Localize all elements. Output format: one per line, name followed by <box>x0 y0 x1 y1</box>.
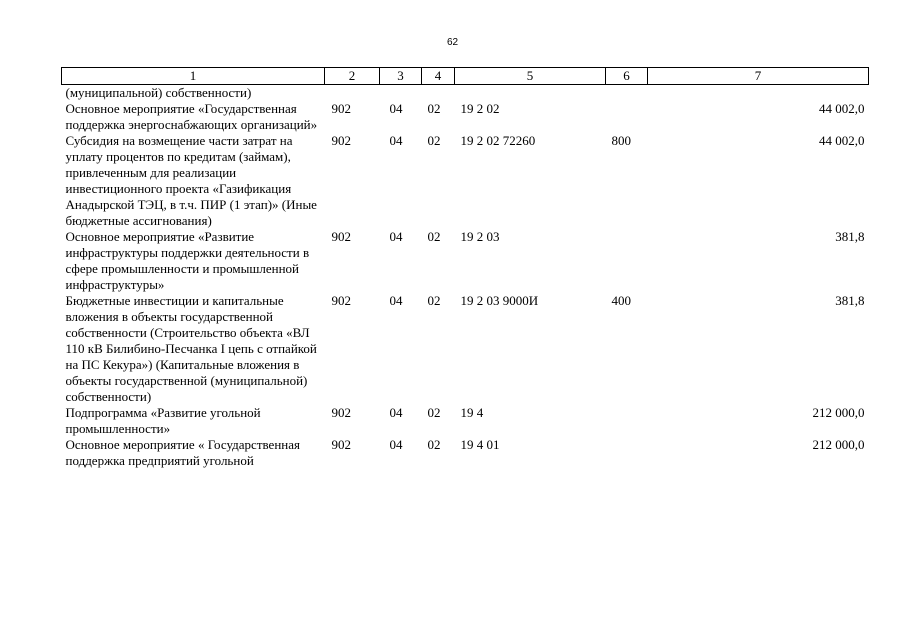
table-row <box>62 405 869 437</box>
row-target-code: 19 4 <box>460 405 484 420</box>
row-expense-type <box>606 405 648 437</box>
row-name: Основное мероприятие « Государственная поддержка предприятий угольной <box>65 437 300 468</box>
row-amount <box>648 85 869 102</box>
row-target-code <box>455 85 606 102</box>
table-header-row <box>62 68 869 85</box>
row-expense-type <box>606 101 648 133</box>
row-subsection <box>422 85 455 102</box>
row-admin-code <box>325 85 380 102</box>
column-header-7: 7 <box>648 68 869 85</box>
row-expense-type <box>606 437 648 469</box>
row-target-code: 19 2 02 <box>460 101 500 116</box>
column-header-5: 5 <box>455 68 606 85</box>
row-section <box>380 85 422 102</box>
row-amount: 212 000,0 <box>812 405 865 420</box>
row-target-code: 19 4 01 <box>460 437 500 452</box>
row-admin-code: 902 <box>331 405 351 420</box>
row-name: Бюджетные инвестиции и капитальные вложения в объекты государственной собственности (Строительство объекта «ВЛ 110 кВ Билибино-Песчанка I цепь с отпайкой на ПС Кекура») (Капитальные вложения в объекты государственной (муниципальной) собственности) <box>65 293 317 404</box>
table-row <box>62 437 869 469</box>
row-amount: 381,8 <box>835 229 865 244</box>
row-admin-code: 902 <box>331 101 351 116</box>
column-header-3: 3 <box>380 68 422 85</box>
row-amount: 44 002,0 <box>819 133 865 148</box>
table-row <box>62 133 869 229</box>
row-admin-code: 902 <box>331 229 351 244</box>
row-name: Основное мероприятие «Развитие инфраструктуры поддержки деятельности в сфере промышленности и промышленной инфраструктуры» <box>65 229 310 292</box>
row-admin-code: 902 <box>331 437 351 452</box>
row-expense-type: 800 <box>611 133 631 148</box>
row-amount: 381,8 <box>835 293 865 308</box>
row-admin-code: 902 <box>331 293 351 308</box>
row-name: Субсидия на возмещение части затрат на уплату процентов по кредитам (займам), привлеченным для реализации инвестиционного проекта «Газификация Анадырской ТЭЦ, в т.ч. ПИР (1 этап)» (Иные бюджетные ассигнования) <box>65 133 317 228</box>
row-section: 04 <box>389 229 403 244</box>
column-header-2: 2 <box>325 68 380 85</box>
column-header-6: 6 <box>606 68 648 85</box>
page-number: 62 <box>446 37 459 48</box>
table-row <box>62 229 869 293</box>
row-section: 04 <box>389 293 403 308</box>
row-subsection: 02 <box>427 405 441 420</box>
row-section: 04 <box>389 437 403 452</box>
budget-table <box>61 67 869 469</box>
column-header-1: 1 <box>62 68 325 85</box>
row-subsection: 02 <box>427 133 441 148</box>
row-expense-type <box>606 85 648 102</box>
row-target-code: 19 2 03 9000И <box>460 293 539 308</box>
row-expense-type: 400 <box>611 293 631 308</box>
row-name: (муниципальной) собственности) <box>65 85 252 100</box>
row-name: Основное мероприятие «Государственная поддержка энергоснабжающих организаций» <box>65 101 318 132</box>
column-header-4: 4 <box>422 68 455 85</box>
row-subsection: 02 <box>427 229 441 244</box>
row-amount: 212 000,0 <box>812 437 865 452</box>
table-row <box>62 101 869 133</box>
row-subsection: 02 <box>427 437 441 452</box>
row-section: 04 <box>389 405 403 420</box>
row-admin-code: 902 <box>331 133 351 148</box>
row-expense-type <box>606 229 648 293</box>
row-section: 04 <box>389 101 403 116</box>
row-target-code: 19 2 02 72260 <box>460 133 536 148</box>
row-target-code: 19 2 03 <box>460 229 500 244</box>
table-row <box>62 293 869 405</box>
row-section: 04 <box>389 133 403 148</box>
row-subsection: 02 <box>427 101 441 116</box>
row-subsection: 02 <box>427 293 441 308</box>
table-row <box>62 85 869 102</box>
row-name: Подпрограмма «Развитие угольной промышленности» <box>65 405 261 436</box>
row-amount: 44 002,0 <box>819 101 865 116</box>
